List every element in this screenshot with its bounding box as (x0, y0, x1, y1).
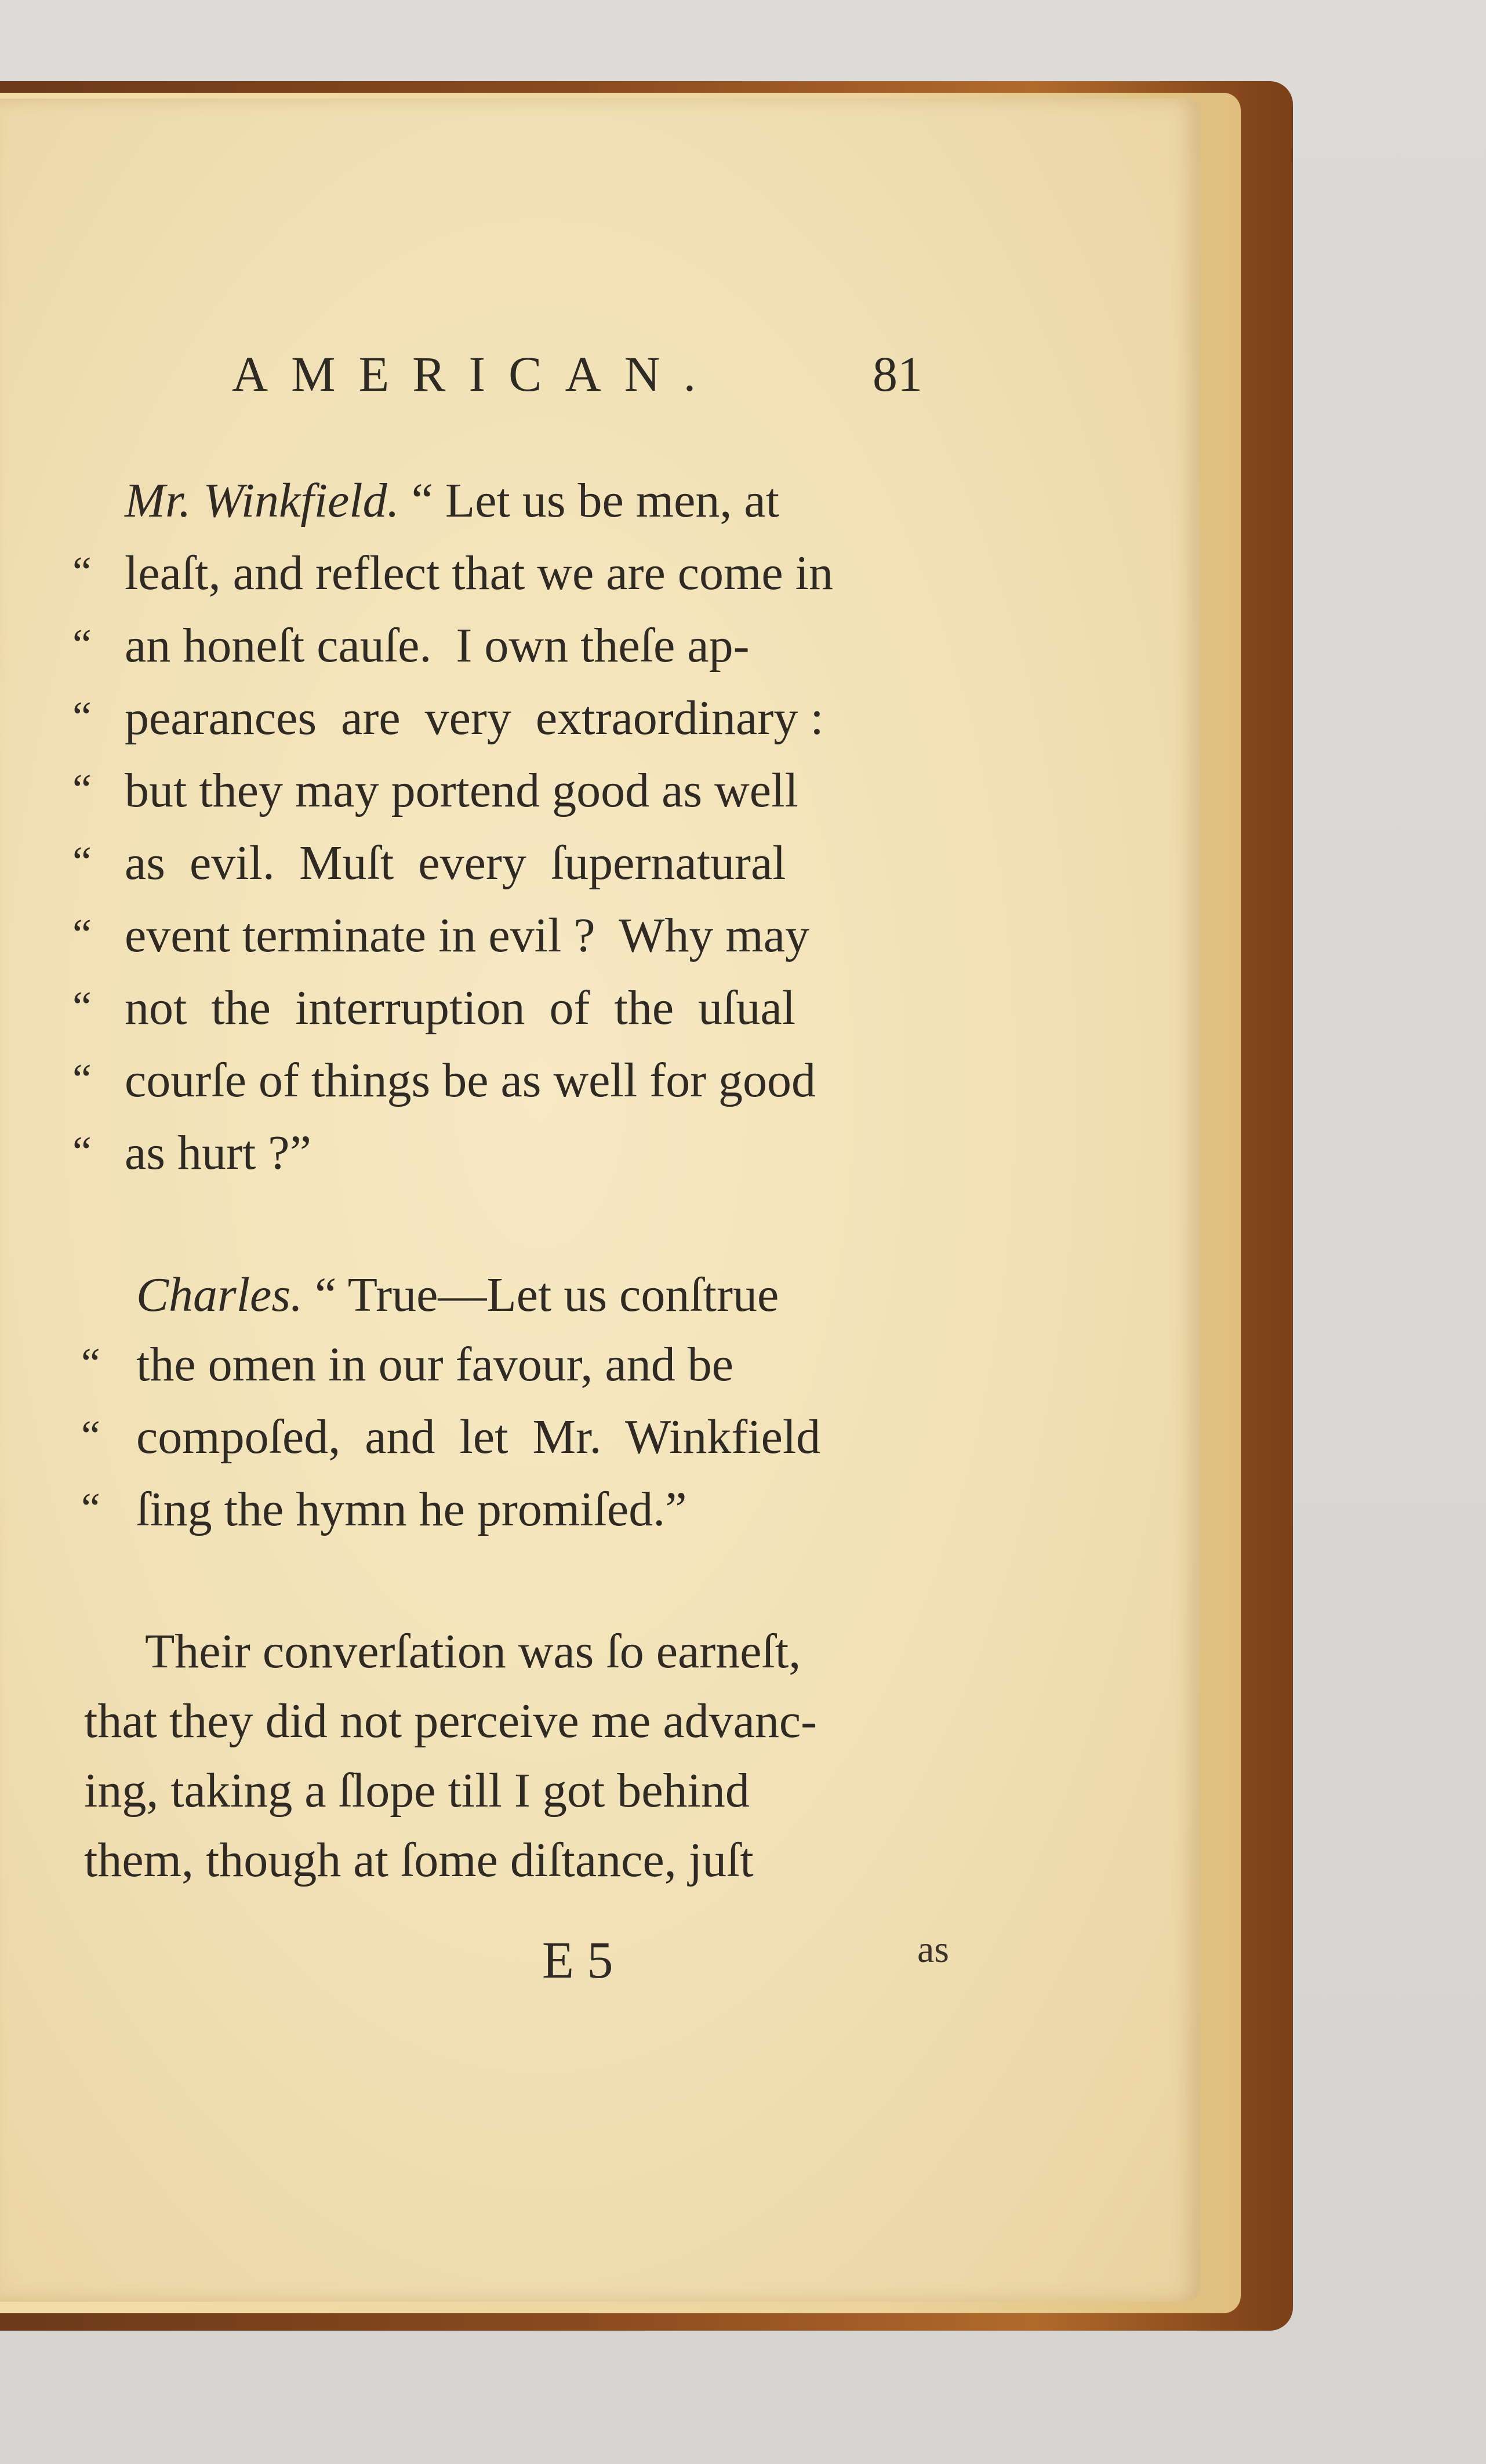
page-number: 81 (873, 346, 922, 402)
quote-marker: “ (72, 1128, 92, 1176)
catchword: as (917, 1928, 949, 1971)
quote-marker: “ (72, 766, 92, 813)
speech-text: “ True—Let us conſtrue (315, 1268, 779, 1322)
speech-line (136, 1267, 779, 1323)
speech-line: as hurt ?” (125, 1126, 311, 1180)
quote-marker: “ (72, 621, 92, 668)
narrative-line: that they did not perceive me advanc- (84, 1694, 818, 1748)
quote-marker: “ (81, 1340, 100, 1387)
speech-line: ſing the hymn he promiſed.” (136, 1482, 687, 1536)
speech-line: compoſed, and let Mr. Winkfield (136, 1410, 821, 1464)
running-head: AMERICAN. (232, 346, 720, 402)
quote-marker: “ (72, 838, 92, 886)
narrative-line: ing, taking a ſlope till I got behind (84, 1764, 750, 1818)
speech-line (125, 473, 779, 529)
speech-line: as evil. Muſt every ſupernatural (125, 836, 786, 890)
speech-line: leaſt, and reflect that we are come in (125, 546, 834, 600)
signature-mark: E 5 (542, 1932, 613, 1989)
speaker-name: Mr. Winkfield. (125, 474, 399, 528)
quote-marker: “ (81, 1485, 100, 1532)
speech-line: not the interruption of the uſual (125, 981, 796, 1035)
speech-line: courſe of things be as well for good (125, 1053, 816, 1107)
speech-text: “ Let us be men, at (411, 474, 780, 528)
speech-line: pearances are very extraordinary : (125, 691, 824, 745)
quote-marker: “ (81, 1412, 100, 1460)
quote-marker: “ (72, 1056, 92, 1103)
speaker-name: Charles. (136, 1268, 303, 1322)
narrative-line: Their converſation was ſo earneſt, (145, 1625, 801, 1678)
speech-line: event terminate in evil ? Why may (125, 908, 810, 962)
speech-line: the omen in our favour, and be (136, 1338, 733, 1391)
narrative-line: them, though at ſome diſtance, juſt (84, 1833, 754, 1887)
quote-marker: “ (72, 911, 92, 958)
speech-line: an honeſt cauſe. I own theſe ap- (125, 619, 750, 673)
quote-marker: “ (72, 548, 92, 596)
speech-line: but they may portend good as well (125, 764, 798, 817)
quote-marker: “ (72, 693, 92, 741)
quote-marker: “ (72, 983, 92, 1031)
